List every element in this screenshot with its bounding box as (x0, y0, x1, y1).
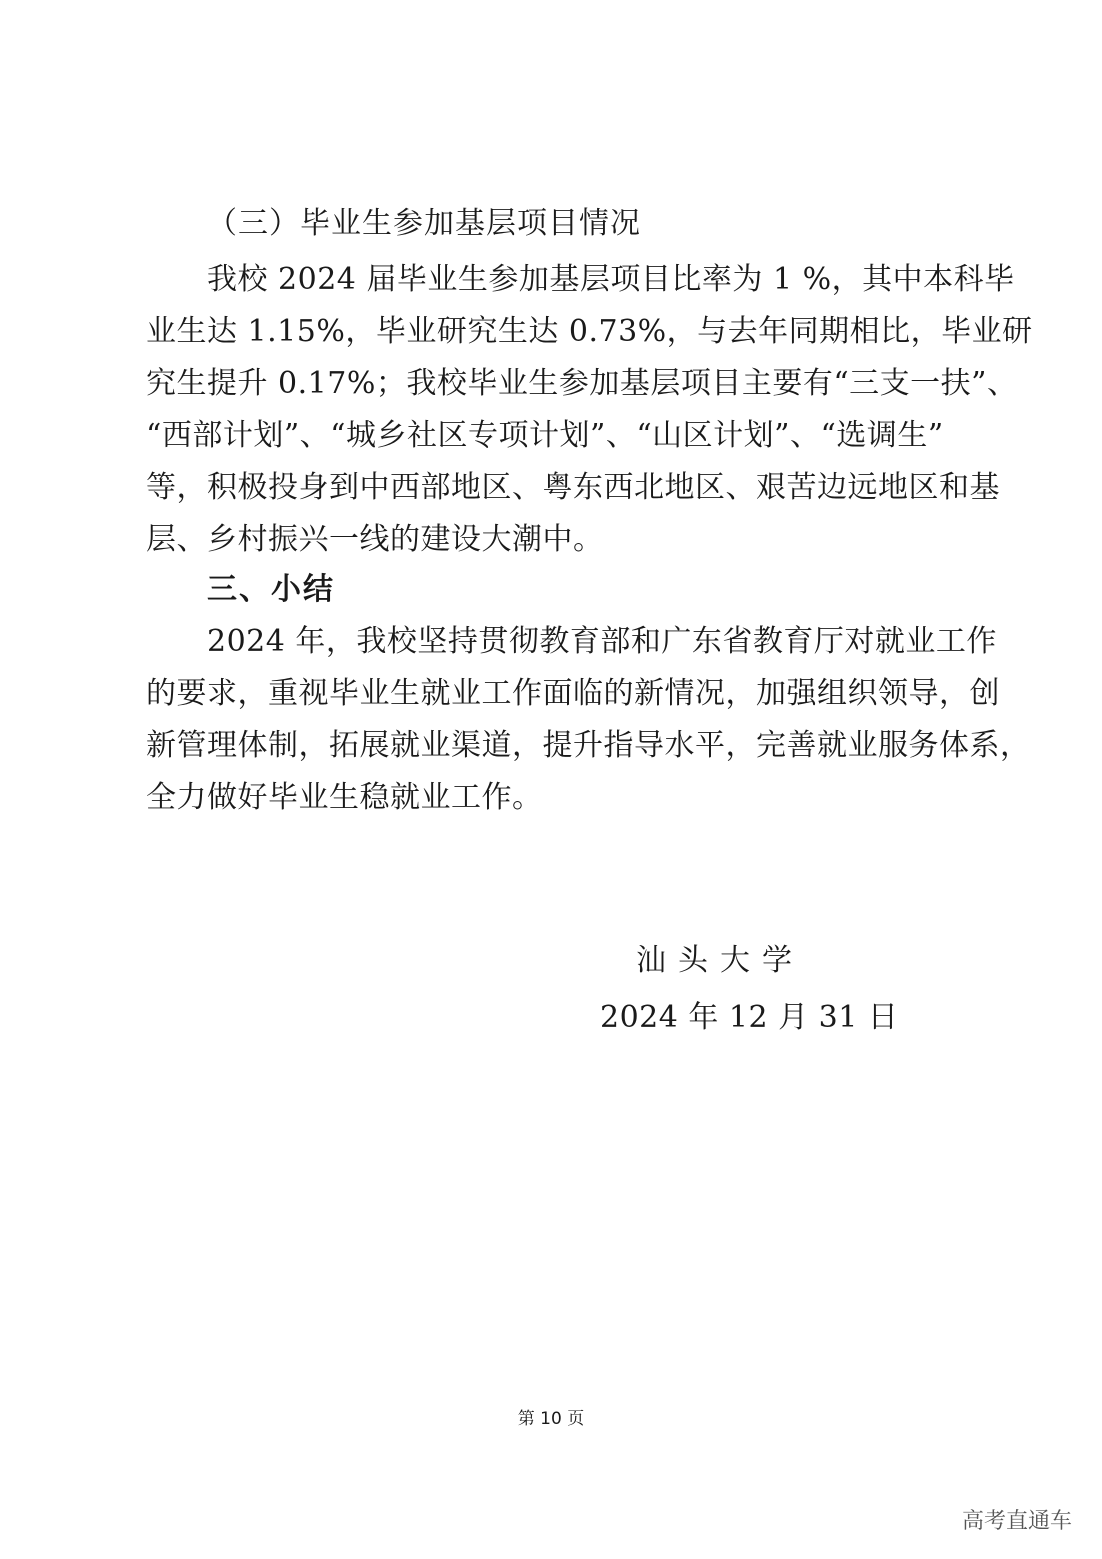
paragraph-2-line-1: 2024 年，我校坚持贯彻教育部和广东省教育厅对就业工作 (207, 624, 997, 659)
paragraph-2-line-3: 新管理体制，拓展就业渠道，提升指导水平，完善就业服务体系， (146, 728, 1031, 763)
paragraph-1-line-2: 业生达 1.15%，毕业研究生达 0.73%，与去年同期相比，毕业研 (146, 314, 1033, 349)
paragraph-2-line-2: 的要求，重视毕业生就业工作面临的新情况，加强组织领导，创 (146, 676, 1000, 711)
paragraph-1-line-5: 等，积极投身到中西部地区、粤东西北地区、艰苦边远地区和基 (146, 470, 1000, 505)
paragraph-1-line-1: 我校 2024 届毕业生参加基层项目比率为 1 %，其中本科毕 (207, 262, 1015, 297)
paragraph-2-line-4: 全力做好毕业生稳就业工作。 (146, 780, 543, 815)
signature-name: 汕头大学 (636, 943, 804, 978)
watermark-text: 高考直通车 (961, 1509, 1072, 1534)
paragraph-1-line-3: 究生提升 0.17%；我校毕业生参加基层项目主要有“三支一扶”、 (146, 366, 1018, 401)
subsection-heading: （三）毕业生参加基层项目情况 (207, 206, 641, 241)
signature-date: 2024 年 12 月 31 日 (600, 1000, 899, 1035)
paragraph-1-line-4: “西部计划”、“城乡社区专项计划”、“山区计划”、“选调生” (146, 418, 944, 453)
page-number: 第 10 页 (517, 1409, 585, 1429)
paragraph-1-line-6: 层、乡村振兴一线的建设大潮中。 (146, 522, 604, 557)
section-heading: 三、小结 (207, 572, 335, 607)
